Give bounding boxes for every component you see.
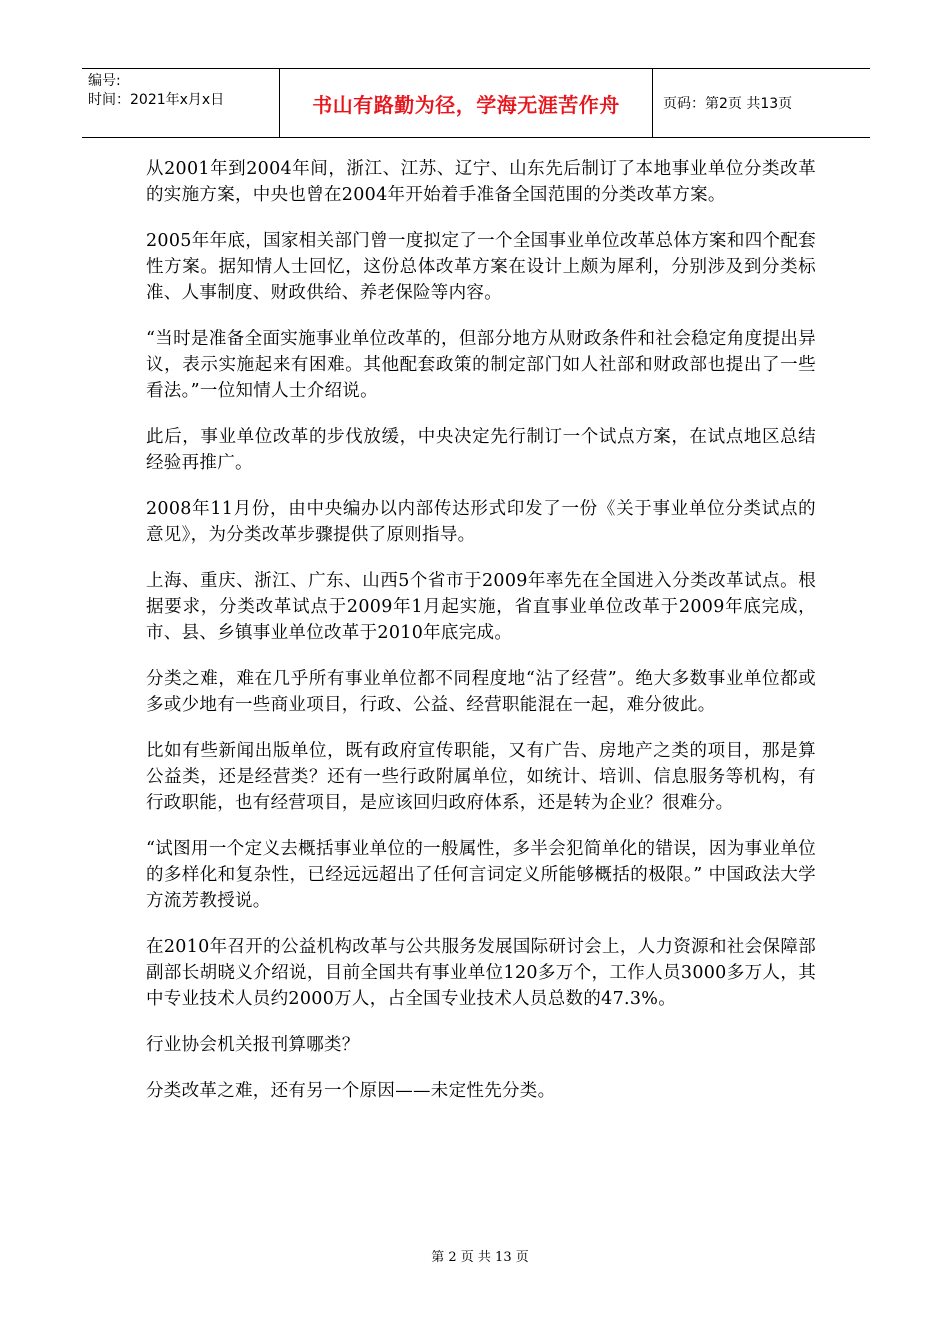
- document-number-label: 编号:: [88, 73, 121, 89]
- paragraph: 行业协会机关报刊算哪类？: [146, 1035, 360, 1055]
- paragraph: 上海、重庆、浙江、广东、山西5个省市于2009年率先在全国进入分类改革试点。根据要求，分类改革试点于2009年1月起实施，省直事业单位改革于2009年底完成，市、县、乡镇事业单位改革于2010年底完成。: [146, 571, 816, 643]
- header-motto: 书山有路勤为径，学海无涯苦作舟: [280, 69, 653, 137]
- paragraph: 2005年年底，国家相关部门曾一度拟定了一个全国事业单位改革总体方案和四个配套性方案。据知情人士回忆，这份总体改革方案在设计上颇为犀利，分别涉及到分类标准、人事制度、财政供给、养老保险等内容。: [146, 231, 816, 303]
- paragraph: “试图用一个定义去概括事业单位的一般属性，多半会犯简单化的错误，因为事业单位的多样化和复杂性，已经远远超出了任何言词定义所能够概括的极限。” 中国政法大学方流芳教授说。: [146, 839, 816, 911]
- paragraph: 此后，事业单位改革的步伐放缓，中央决定先行制订一个试点方案，在试点地区总结经验再推广。: [146, 427, 816, 473]
- paragraph: 比如有些新闻出版单位，既有政府宣传职能，又有广告、房地产之类的项目，那是算公益类，还是经营类？还有一些行政附属单位，如统计、培训、信息服务等机构，有行政职能，也有经营项目，是应该回归政府体系，还是转为企业？很难分。: [146, 741, 816, 813]
- paragraph: 分类之难，难在几乎所有事业单位都不同程度地“沾了经营”。绝大多数事业单位都或多或少地有一些商业项目，行政、公益、经营职能混在一起，难分彼此。: [146, 669, 816, 715]
- paragraph: 从2001年到2004年间，浙江、江苏、辽宁、山东先后制订了本地事业单位分类改革的实施方案，中央也曾在2004年开始着手准备全国范围的分类改革方案。: [146, 159, 816, 205]
- header-meta: [82, 69, 280, 137]
- document-time-label: 时间：2021年x月x日: [88, 92, 225, 108]
- header-page-info: 页码：第2页 共13页: [663, 96, 793, 112]
- paragraph: 2008年11月份，由中央编办以内部传达形式印发了一份《关于事业单位分类试点的意见》，为分类改革步骤提供了原则指导。: [146, 499, 816, 545]
- page-footer: 第 2 页 共 13 页: [431, 1250, 529, 1265]
- page-header: [82, 68, 870, 138]
- paragraph: 分类改革之难，还有另一个原因——未定性先分类。: [146, 1081, 556, 1101]
- paragraph: “当时是准备全面实施事业单位改革的，但部分地方从财政条件和社会稳定角度提出异议，表示实施起来有困难。其他配套政策的制定部门如人社部和财政部也提出了一些看法。”一位知情人士介绍说。: [146, 329, 816, 401]
- paragraph: 在2010年召开的公益机构改革与公共服务发展国际研讨会上，人力资源和社会保障部副部长胡晓义介绍说，目前全国共有事业单位120多万个，工作人员3000多万人，其中专业技术人员约2000万人，占全国专业技术人员总数的47.3%。: [146, 937, 816, 1009]
- document-body: [146, 156, 816, 1124]
